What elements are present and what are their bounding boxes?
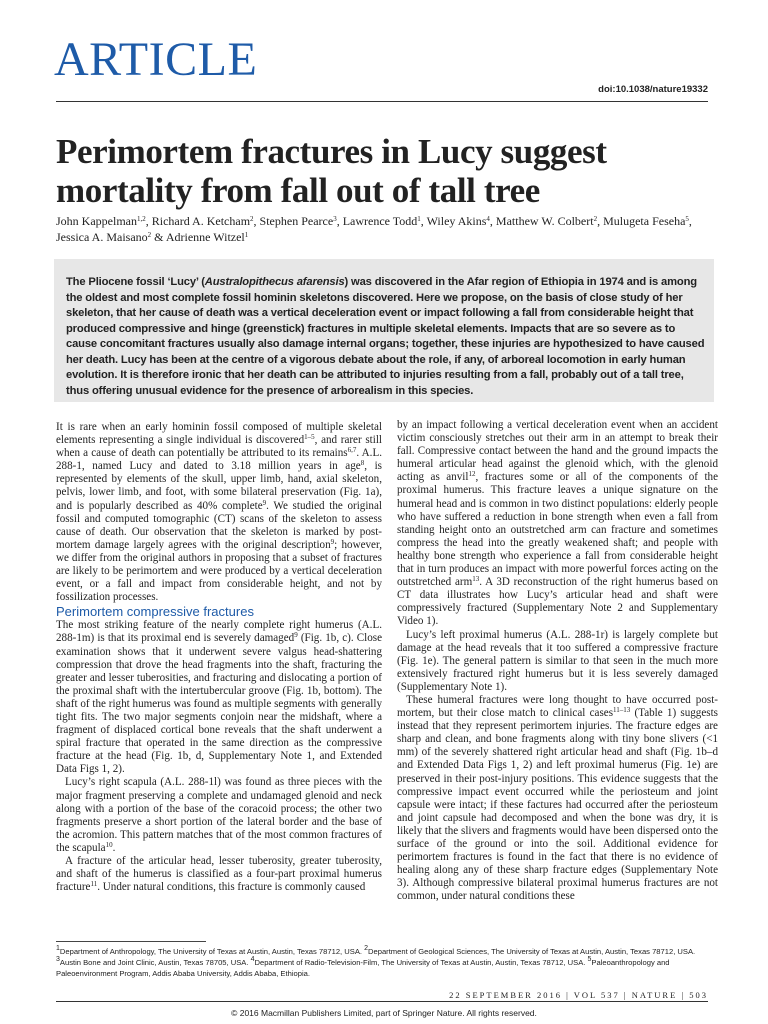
author-name[interactable]: Mulugeta Feseha [603,214,686,228]
citation-ref[interactable]: 9 [330,537,335,546]
section-heading: Perimortem compressive fractures [56,604,254,620]
section-label: ARTICLE [54,33,258,86]
body-column-right [397,419,718,903]
body-column-left [56,421,382,894]
doi-link[interactable]: doi:10.1038/nature19332 [598,84,708,95]
affiliation-ref: 4 [486,215,490,223]
abstract [66,275,706,399]
citation-ref[interactable]: 9 [262,498,267,507]
species-name: Australopithecus afarensis [204,276,345,288]
author-name[interactable]: Jessica A. Maisano [56,229,148,244]
citation-ref[interactable]: 2 [364,945,369,952]
citation-ref[interactable]: 4 [250,956,255,963]
citation-ref[interactable]: 12 [468,470,476,479]
scapula-paragraph: Lucy’s right scapula (A.L. 288-1l) was found as three pieces with the major fragment preserving a complete and undamaged glenoid and neck along with a portion of the base of the coracoid process; the other two fragments preserve a short portion of the lateral border and the base of the acromion. This pattern matches that of the most common fractures of the scapula$^{10}$. [56,776,382,854]
citation-ref[interactable]: 1–5 [304,433,315,442]
affiliation-ref: 2 [250,215,254,223]
citation-ref[interactable]: 5 [587,956,592,963]
affiliation-ref: 1,2 [136,215,146,223]
affiliations-footnote: $^1$Department of Anthropology, The University of Texas at Austin, Austin, Texas 78712, USA. $^2$Department of Geological Sciences, The University of Texas at Austin, Austin, Texas 78712, USA. $^3$Austin Bone and Joint Clinic, Austin, Texas 78705, USA. $^4$Department of Radio-Television-Film, The University of Texas at Austin, Austin, Texas 78712, USA. $^5$Paleoanthropology and Paleoenvironment Program, Addis Ababa University, Addis Ababa, Ethiopia. [56,945,696,978]
issue-info: 22 SEPTEMBER 2016 | VOL 537 | NATURE | 503 [449,990,708,1000]
citation-ref[interactable]: 8 [360,459,365,468]
citation-ref[interactable]: 6,7 [347,446,357,455]
author-name[interactable]: Matthew W. Colbert [495,214,594,228]
footnote-rule [56,941,206,942]
affiliation-ref: 3 [333,215,337,223]
affiliation-ref: 5 [685,215,689,223]
footer-rule [56,1001,708,1002]
citation-ref[interactable]: 11 [90,880,98,889]
citation-ref[interactable]: 3 [56,956,60,963]
left-humerus-paragraph: Lucy’s left proximal humerus (A.L. 288-1r) is largely complete but damage at the head reveals that it too suffered a compressive fracture (Fig. 1e). The general pattern is similar to that seen in the much more extensively fractured right humerus but it is less severely damaged (Supplementary Note 1). [397,628,718,693]
perimortem-evidence-paragraph: These humeral fractures were long thought to have occurred post-mortem, but their close match to clinical cases$^{11-13}$ (Table 1) suggests instead that they represent perimortem injuries. The fracture edges are sharp and clean, and bone fragments along with tiny bone slivers (<1 mm) of the severely shattered right articular head and shaft (Fig. 1b–d and Extended Data Figs 1, 2) and left proximal humerus (Fig. 1e) are preserved in their post-injury positions. This evidence suggests that the compressive impact event occurred while the periosteum and joint capsule were intact; if these factures had occurred after the periosteum and joint capsule had decomposed and when the bone was dry, it is likely that the slivers and fragments would have been dispersed onto the surface of the ground or into the soil. Additional evidence for perimortem fractures is found in the fact that there is no evidence of healing along any of these sharp fracture edges (Supplementary Note 3). Although compressive bilateral proximal humerus fractures are not common, under natural conditions these [397,693,718,903]
citation-ref[interactable]: 1 [56,945,60,952]
author-name[interactable]: Adrienne Witzel [165,229,245,244]
humerus-paragraph: The most striking feature of the nearly complete right humerus (A.L. 288-1m) is that its proximal end is severely damaged$^9$ (Fig. 1b, c). Close examination shows that it underwent severe valgus head-shattering compression that drove the head fragments into the shaft, fracturing the greater and lesser tuberosities, and fracturing and dislocating a portion of the proximal shaft with the intertubercular groove (Fig. 1b, bottom). The shaft of the right humerus was found as multiple segments with generally tight fits. The two major segments conjoin near the midshaft, where a fragment of displaced cortical bone reveals that the shaft underwent a spiral fracture that operated in the same direction as the compressive fracture at the head (Fig. 1b, d, Supplementary Note 1, and Extended Data Figs 1, 2). [56,619,382,776]
author-name[interactable]: Stephen Pearce [259,214,334,228]
article-title: Perimortem fractures in Lucy suggest mortality from fall out of tall tree [56,132,607,210]
author-name[interactable]: John Kappelman [56,214,137,228]
affiliation-ref: 1 [417,215,421,223]
abstract-text: ) was discovered in the Afar region of Ethiopia in 1974 and is among the oldest and most complete fossil hominin skeletons discovered. Here we propose, on the basis of close study of her skeleton, that her cause of death was a vertical deceleration event or impact following a fall from considerable height that produced compressive and hinge (greenstick) fractures in multiple skeletal elements. Impacts that are so severe as to cause concomitant fractures usually also damage internal organs; together, these injuries are hypothesized to have caused her death. Lucy has been at the centre of a vigorous debate about the role, if any, of arboreal locomotion in early human evolution. It is therefore ironic that her death can be attributed to injuries resulting from a fall, probably out of a tall tree, thus offering unusual evidence for the presence of arborealism in this species. [66,276,705,397]
affiliation-ref: 2 [147,230,152,239]
fracture-classification-paragraph: A fracture of the articular head, lesser tuberosity, greater tuberosity, and shaft of the humerus is classified as a four-part proximal humerus fracture$^{11}$. Under natural conditions, this fracture is commonly caused [56,855,382,894]
author-name[interactable]: Lawrence Todd [342,214,418,228]
impact-paragraph: by an impact following a vertical deceleration event when an accident victim consciously stretches out their arm in an attempt to break their fall. Compressive contact between the hand and the ground impacts the humeral articular head against the glenoid which, with the glenoid acting as anvil$^{12}$, fractures some or all of the components of the proximal humerus. This fracture leaves a unique signature on the humeral head and is common in two distinct populations: elderly people who have suffered a reduction in bone strength when even a fall from standing height onto an outstretched arm can fracture and sometimes compress the head into the greatly weakened shaft; and people with healthy bone strength who experience a fall from considerable height that in turn produces an impact with more powerful forces acting on the outstretched arm$^{13}$. A 3D reconstruction of the right humerus based on CT data illustrates how Lucy’s articular head and shaft were compressively fractured (Supplementary Note 2 and Supplementary Video 1). [397,419,719,628]
header-rule [56,101,708,102]
author-list: John Kappelman$^{1,2}$, Richard A. Ketcham$^2$, Stephen Pearce$^3$, Lawrence Todd$^1$, Wiley Akins$^4$, Matthew W. Colbert$^2$, Mulugeta Feseha$^5$, Jessica A. Maisano$^2$ & Adrienne Witzel$^1$ [56,214,692,244]
citation-ref[interactable]: 10 [105,840,113,849]
abstract-text: The Pliocene fossil ‘Lucy’ ( [66,276,205,288]
author-name[interactable]: Wiley Akins [426,214,487,228]
citation-ref[interactable]: 13 [472,575,480,584]
affiliation-ref: 1 [244,230,249,239]
citation-ref[interactable]: 9 [294,631,298,640]
copyright-notice: © 2016 Macmillan Publishers Limited, part of Springer Nature. All rights reserved. [231,1008,537,1018]
author-name[interactable]: Richard A. Ketcham [151,214,251,228]
affiliation-ref: 2 [593,215,598,223]
intro-paragraph: It is rare when an early hominin fossil composed of multiple skeletal elements representing a single individual is discovered$^{1-5}$, and rarer still when a cause of death can potentially be attributed to its remains$^{6,7}$. A.L. 288-1, named Lucy and dated to 3.18 million years in age$^8$, is represented by elements of the skull, upper limb, hand, axial skeleton, pelvis, lower limb, and foot, with some bilateral preservation (Fig. 1a), and is popularly described as 40% complete$^9$. We studied the original fossil and computed tomographic (CT) scans of the skeleton to assess cause of death. Our observation that the skeleton is marked by post-mortem damage largely agrees with the original description$^9$; however, we differ from the original authors in proposing that a subset of fractures are likely to be perimortem and were produced by a vertical deceleration event, or a fall and impact from considerable height, and not by fossilization processes. [56,421,382,604]
citation-ref[interactable]: 11–13 [613,706,631,715]
